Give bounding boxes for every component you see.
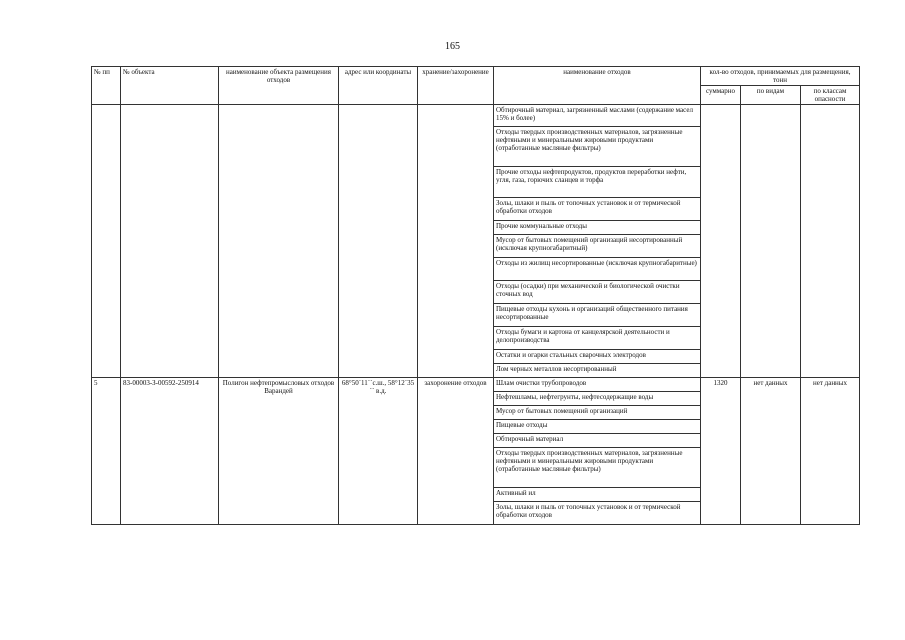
waste-item: Мусор от бытовых помещений организаций несортированный (исключая крупногабаритный)	[494, 235, 701, 258]
continued-storage-cell	[418, 105, 494, 378]
waste-item: Обтирочный материал, загрязненный маслами (содержание масел 15% и более)	[494, 105, 701, 127]
waste-objects-table	[91, 66, 860, 525]
header-sum: суммарно	[701, 86, 741, 105]
waste-item: Нефтешламы, нефтегрунты, нефтесодержащие воды	[494, 392, 701, 406]
header-by-type: по видам	[741, 86, 801, 105]
row-storage: захоронение отходов	[418, 378, 494, 525]
waste-item: Шлам очистки трубопроводов	[494, 378, 701, 392]
continued-sum-cell	[701, 105, 741, 378]
waste-item: Остатки и огарки стальных сварочных электродов	[494, 350, 701, 364]
waste-item: Пищевые отходы	[494, 420, 701, 434]
waste-item: Золы, шлаки и пыль от топочных установок и от термической обработки отходов	[494, 502, 701, 525]
waste-item: Прочие коммунальные отходы	[494, 221, 701, 235]
waste-item: Отходы из жилищ несортированные (исключая крупногабаритные)	[494, 258, 701, 281]
continued-row	[92, 105, 860, 127]
continued-num-cell	[92, 105, 121, 378]
waste-item: Лом черных металлов несортированный	[494, 364, 701, 378]
row-by-class: нет данных	[801, 378, 860, 525]
waste-item: Пищевые отходы кухонь и организаций общественного питания несортированные	[494, 304, 701, 327]
header-quantity-group: кол-во отходов, принимаемых для размещения, тонн	[701, 67, 860, 86]
header-num: № пп	[92, 67, 121, 105]
header-address: адрес или координаты	[339, 67, 418, 105]
header-object-name: наименование объекта размещения отходов	[219, 67, 339, 105]
row-object-num: 83-00003-З-00592-250914	[121, 378, 219, 525]
object-row	[92, 378, 860, 392]
waste-item: Активный ил	[494, 488, 701, 502]
waste-item: Мусор от бытовых помещений организаций	[494, 406, 701, 420]
waste-item: Отходы (осадки) при механической и биологической очистки сточных вод	[494, 281, 701, 304]
row-num: 5	[92, 378, 121, 525]
row-object-name: Полигон нефтепромысловых отходов Варандей	[219, 378, 339, 525]
waste-item: Золы, шлаки и пыль от топочных установок и от термической обработки отходов	[494, 198, 701, 221]
waste-item: Отходы твердых производственных материалов, загрязненные нефтяными и минеральными жировыми продуктами (отработанные масляные фильтры)	[494, 448, 701, 488]
waste-item: Обтирочный материал	[494, 434, 701, 448]
page-number: 165	[445, 41, 460, 52]
header-storage: хранение/захоронение	[418, 67, 494, 105]
header-by-class: по классам опасности	[801, 86, 860, 105]
row-address: 68°50´11´´с.ш., 58°12´35´´ в.д.	[339, 378, 418, 525]
continued-by-type-cell	[741, 105, 801, 378]
row-by-type: нет данных	[741, 378, 801, 525]
waste-item: Отходы бумаги и картона от канцелярской деятельности и делопроизводства	[494, 327, 701, 350]
header-row	[92, 67, 860, 86]
continued-object-name-cell	[219, 105, 339, 378]
row-sum: 1320	[701, 378, 741, 525]
header-waste-name: наименование отходов	[494, 67, 701, 105]
waste-item: Отходы твердых производственных материалов, загрязненные нефтяными и минеральными жировыми продуктами (отработанные масляные фильтры)	[494, 127, 701, 167]
continued-object-num-cell	[121, 105, 219, 378]
continued-address-cell	[339, 105, 418, 378]
waste-item: Прочие отходы нефтепродуктов, продуктов переработки нефти, угля, газа, горючих сланцев и торфа	[494, 167, 701, 198]
continued-by-class-cell	[801, 105, 860, 378]
header-object-num: № объекта	[121, 67, 219, 105]
